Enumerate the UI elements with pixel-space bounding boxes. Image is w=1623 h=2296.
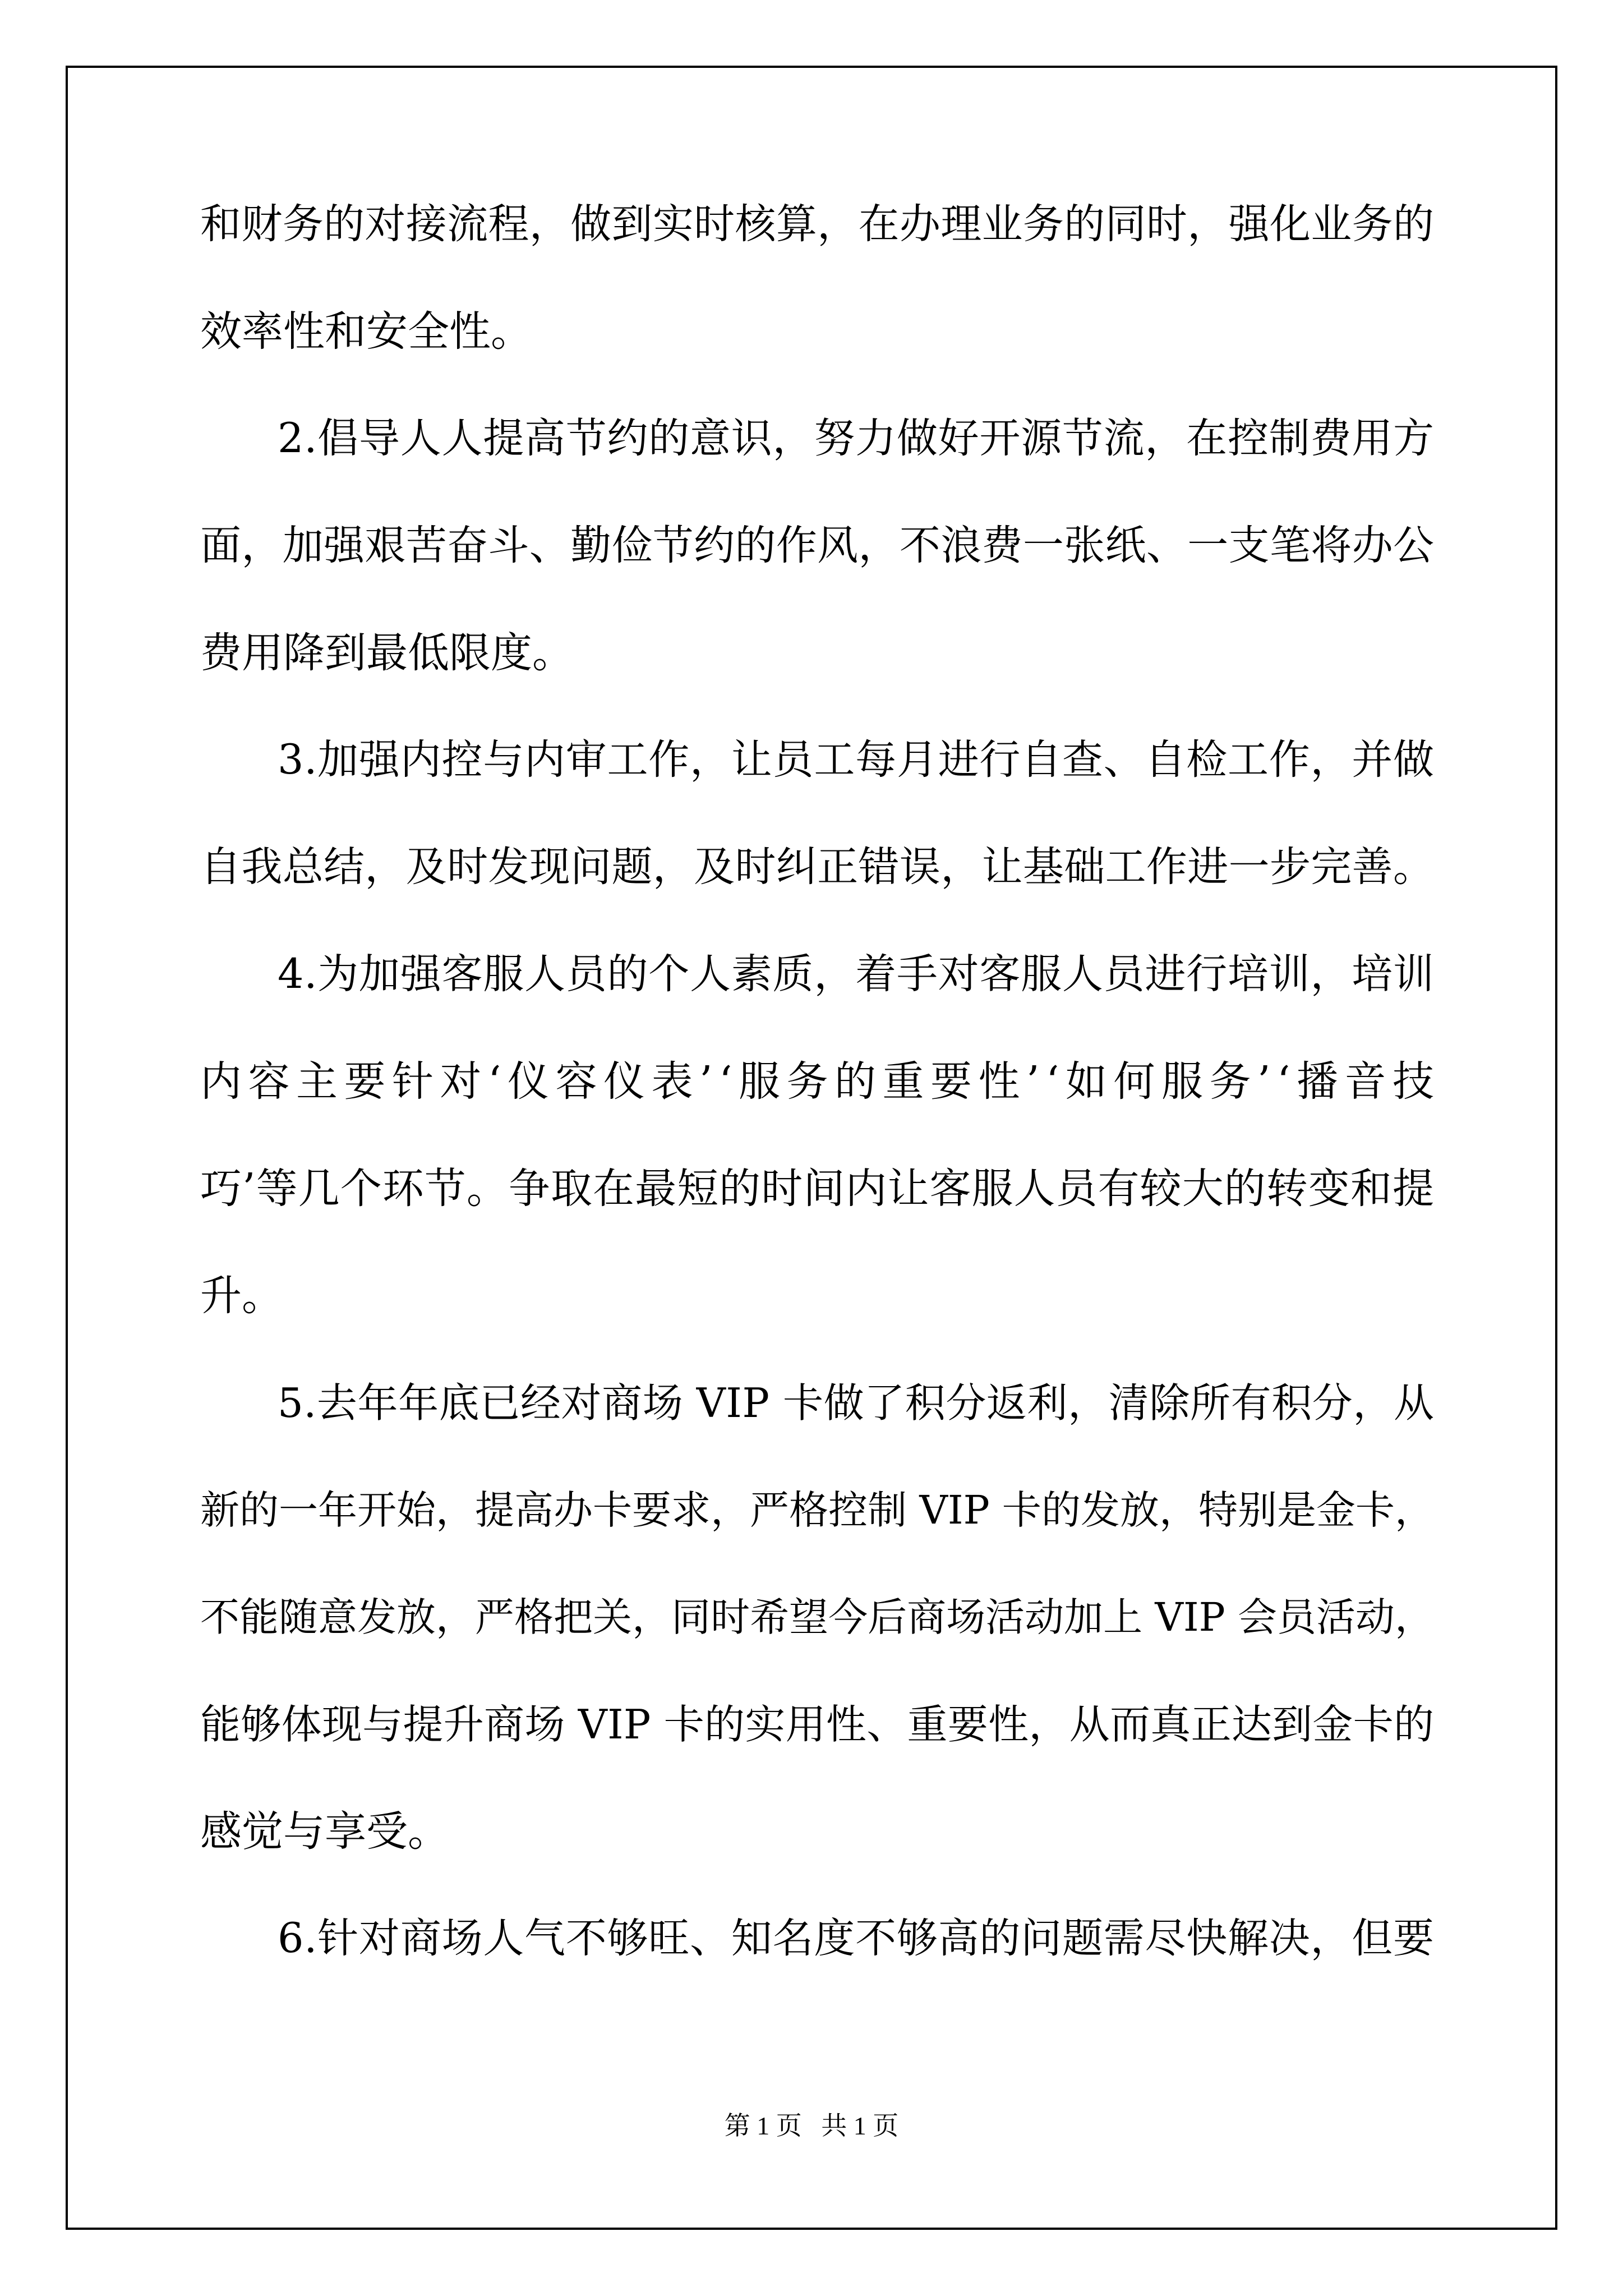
text-line-10: 巧’等几个环节。争取在最短的时间内让客服人员有较大的转变和提 [200,1165,1435,1213]
page-number-footer: 第 1 页 共 1 页 [724,2111,899,2140]
text-line-15: 能够体现与提升商场 VIP 卡的实用性、重要性，从而真正达到金卡的 [200,1701,1435,1748]
text-line-16: 感觉与享受。 [200,1807,449,1856]
text-line-4: 面，加强艰苦奋斗、勤俭节约的作风，不浪费一张纸、一支笔将办公 [200,522,1435,569]
text-line-5: 费用降到最低限度。 [200,629,574,677]
text-line-8: 4.为加强客服人员的个人素质，着手对客服人员进行培训，培训 [278,950,1435,998]
text-line-13: 新的一年开始，提高办卡要求，严格控制 VIP 卡的发放，特别是金卡， [200,1487,1434,1533]
text-line-6: 3.加强内控与内审工作，让员工每月进行自查、自检工作，并做 [278,736,1435,784]
text-line-17: 6.针对商场人气不够旺、知名度不够高的问题需尽快解决，但要 [278,1915,1435,1962]
text-line-9: 内容主要针对‘仪容仪表’‘服务的重要性’‘如何服务’‘播音技 [200,1057,1441,1106]
text-line-12: 5.去年年底已经对商场 VIP 卡做了积分返利，清除所有积分，从 [278,1379,1435,1427]
document-body [200,199,1441,2021]
text-line-14: 不能随意发放，严格把关，同时希望今后商场活动加上 VIP 会员活动， [200,1594,1434,1640]
text-line-11: 升。 [200,1272,283,1320]
text-line-7: 自我总结，及时发现问题，及时纠正错误，让基础工作进一步完善。 [200,843,1435,891]
text-line-1: 和财务的对接流程，做到实时核算，在办理业务的同时，强化业务的 [200,200,1435,248]
text-line-2: 效率性和安全性。 [200,307,532,356]
text-line-3: 2.倡导人人提高节约的意识，努力做好开源节流，在控制费用方 [278,415,1435,462]
